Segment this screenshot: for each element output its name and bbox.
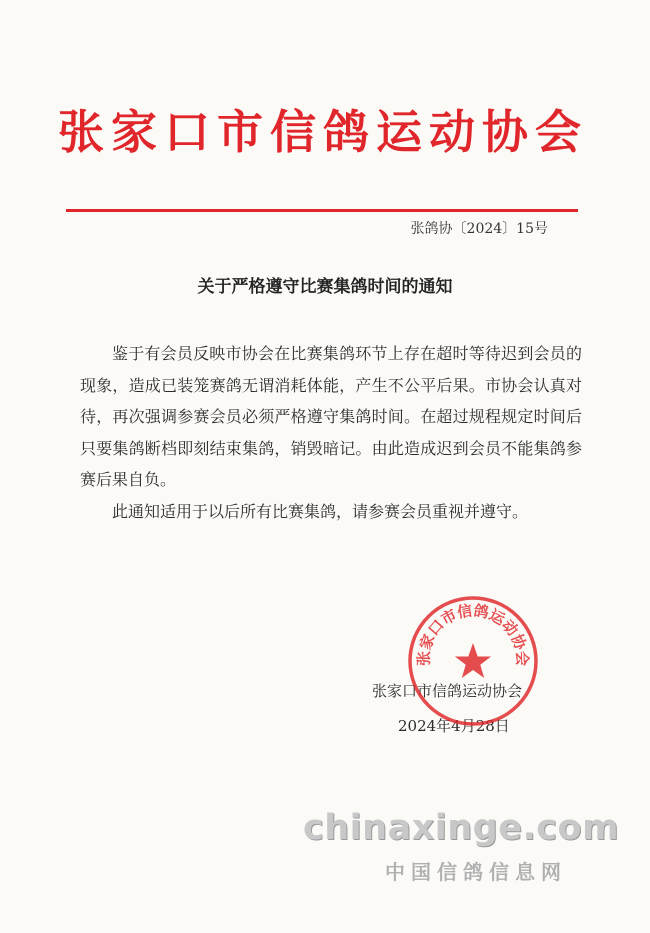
star-icon [455,643,491,678]
body-paragraph: 此通知适用于以后所有比赛集鸽，请参赛会员重视并遵守。 [112,501,529,521]
signature-organization: 张家口市信鸽运动协会 [372,682,523,700]
body-paragraph: 鉴于有会员反映市协会在比赛集鸽环节上存在超时等待迟到会员的现象，造成已装笼赛鸽无谓消耗体能，产生不公平后果。市协会认真对待，再次强调参赛会员必须严格遵守集鸽时间。在超过规程规定时间后只要集鸽断档即刻结束集鸽，销毁暗记。由此造成迟到会员不能集鸽参赛后果自负。 [80,344,582,489]
seal-text: 张家口市信鸽运动协会 [414,601,532,667]
signature-date: 2024年4月28日 [398,717,510,735]
document-body [80,338,582,527]
red-header-rule [66,209,578,212]
masthead-title: 张家口市信鸽运动协会 [58,105,588,159]
watermark-site-name: 中国信鸽信息网 [385,860,567,884]
official-seal [405,593,541,729]
document-number: 张鸽协〔2024〕15号 [410,221,548,237]
watermark-site: chinaxinge.com [303,808,620,848]
document-title: 关于严格遵守比赛集鸽时间的通知 [197,277,453,297]
